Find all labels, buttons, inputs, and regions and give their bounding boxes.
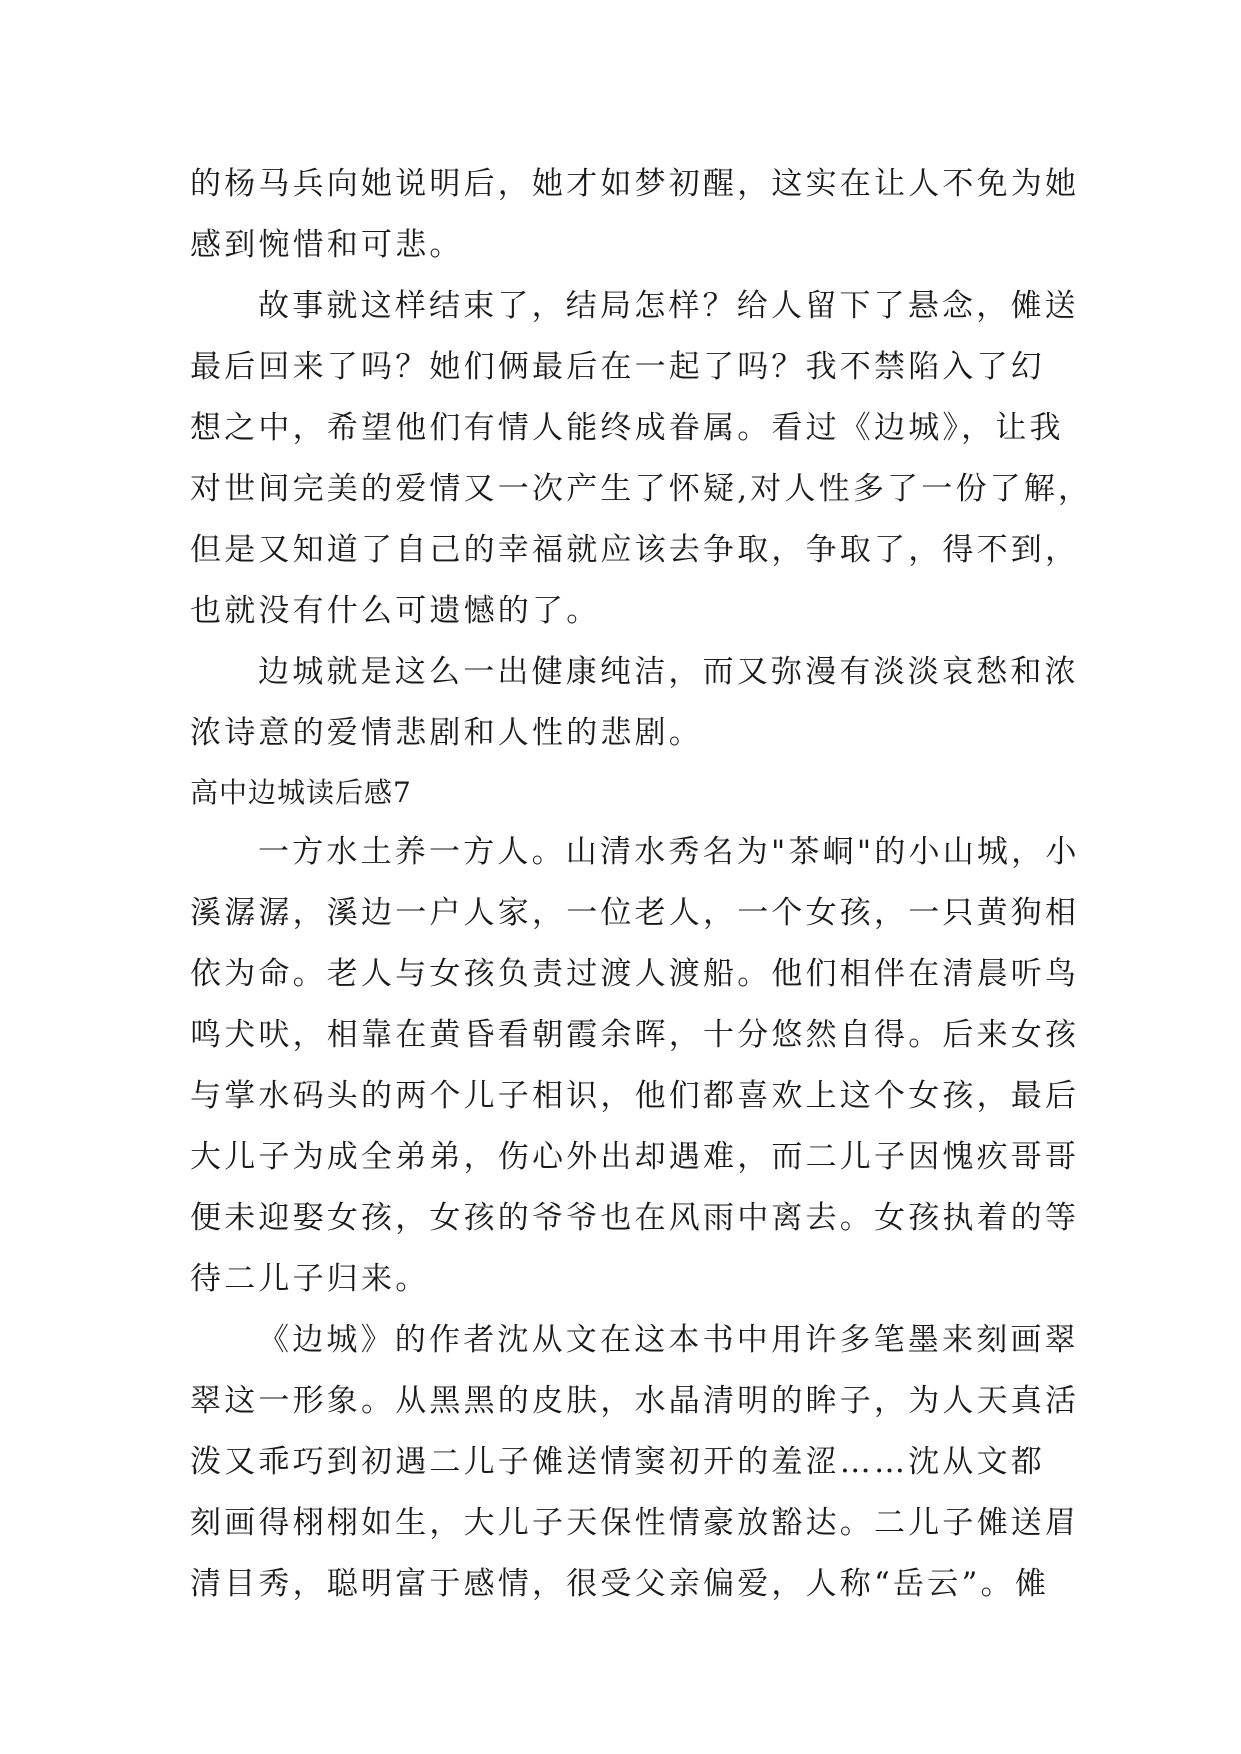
- section-heading: 高中边城读后感7: [190, 776, 412, 809]
- text-line: 也就没有什么可遗憾的了。: [190, 593, 601, 629]
- text-line: 依为命。老人与女孩负责过渡人渡船。他们相伴在清晨听鸟: [190, 956, 1080, 992]
- text-line: 浓诗意的爱情悲剧和人性的悲剧。: [190, 715, 703, 751]
- text-line: 溪潺潺，溪边一户人家，一位老人，一个女孩，一只黄狗相: [190, 895, 1080, 931]
- text-line: 但是又知道了自己的幸福就应该去争取，争取了，得不到，: [190, 532, 1080, 568]
- text-line: 对世间完美的爱情又一次产生了怀疑,对人性多了一份了解，: [190, 471, 1093, 507]
- text-line: 泼又乖巧到初遇二儿子傩送情窦初开的羞涩……沈从文都: [190, 1444, 1045, 1480]
- text-line: 鸣犬吠，相靠在黄昏看朝霞余晖，十分悠然自得。后来女孩: [190, 1017, 1080, 1053]
- paragraph-start-line: 《边城》的作者沈从文在这本书中用许多笔墨来刻画翠: [258, 1322, 1079, 1358]
- text-line: 大儿子为成全弟弟，伤心外出却遇难，而二儿子因愧疚哥哥: [190, 1139, 1080, 1175]
- text-line: 最后回来了吗？她们俩最后在一起了吗？我不禁陷入了幻: [190, 349, 1045, 385]
- document-body: [190, 154, 1093, 1615]
- text-line: 感到惋惜和可悲。: [190, 227, 464, 263]
- paragraph-start-line: 边城就是这么一出健康纯洁，而又弥漫有淡淡哀愁和浓: [258, 654, 1079, 690]
- text-line: 便未迎娶女孩，女孩的爷爷也在风雨中离去。女孩执着的等: [190, 1200, 1080, 1236]
- text-line: 翠这一形象。从黑黑的皮肤，水晶清明的眸子，为人天真活: [190, 1383, 1080, 1419]
- text-line: 清目秀，聪明富于感情，很受父亲偏爱，人称“岳云”。傩: [190, 1566, 1049, 1602]
- paragraph-start-line: 故事就这样结束了，结局怎样？给人留下了悬念，傩送: [258, 288, 1079, 324]
- text-line: 的杨马兵向她说明后，她才如梦初醒，这实在让人不免为她: [190, 166, 1080, 202]
- text-line: 刻画得栩栩如生，大儿子天保性情豪放豁达。二儿子傩送眉: [190, 1505, 1080, 1541]
- text-line: 想之中，希望他们有情人能终成眷属。看过《边城》，让我: [190, 410, 1064, 446]
- text-line: 与掌水码头的两个儿子相识，他们都喜欢上这个女孩，最后: [190, 1078, 1080, 1114]
- paragraph-start-line: 一方水土养一方人。山清水秀名为"茶峒"的小山城，小: [258, 834, 1080, 870]
- text-line: 待二儿子归来。: [190, 1261, 430, 1297]
